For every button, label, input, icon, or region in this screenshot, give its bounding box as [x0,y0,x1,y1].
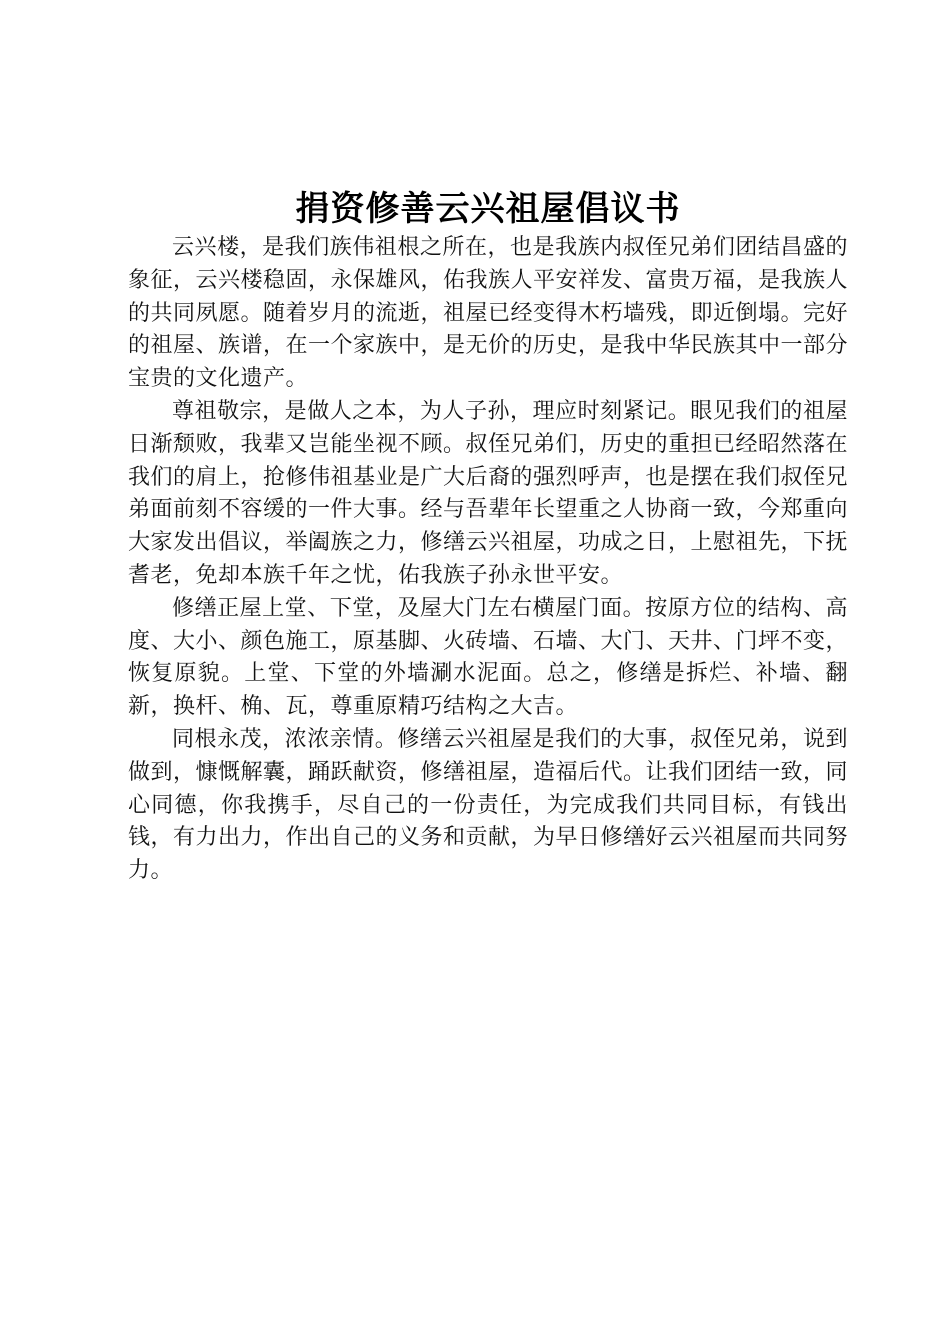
paragraph-3: 修缮正屋上堂、下堂，及屋大门左右横屋门面。按原方位的结构、高度、大小、颜色施工，原基脚、火砖墙、石墙、大门、天井、门坪不变，恢复原貌。上堂、下堂的外墙涮水泥面。总之，修缮是拆烂、补墙、翻新，换杆、桷、瓦，尊重原精巧结构之大吉。 [128,595,849,720]
paragraph-2: 尊祖敬宗，是做人之本，为人子孙，理应时刻紧记。眼见我们的祖屋日渐颓败，我辈又岂能坐视不顾。叔侄兄弟们，历史的重担已经昭然落在我们的肩上，抢修伟祖基业是广大后裔的强烈呼声，也是摆在我们叔侄兄弟面前刻不容缓的一件大事。经与吾辈年长望重之人协商一致，今郑重向大家发出倡议，举阖族之力，修缮云兴祖屋，功成之日，上慰祖先，下抚耆老，免却本族千年之忧，佑我族子孙永世平安。 [128,398,849,588]
document-page [128,186,848,888]
document-title: 捐资修善云兴祖屋倡议书 [295,189,681,229]
paragraph-4: 同根永茂，浓浓亲情。修缮云兴祖屋是我们的大事，叔侄兄弟，说到做到，慷慨解囊，踊跃献资，修缮祖屋，造福后代。让我们团结一致，同心同德，你我携手，尽自己的一份责任，为完成我们共同目标，有钱出钱，有力出力，作出自己的义务和贡献，为早日修缮好云兴祖屋而共同努力。 [128,726,849,884]
paragraph-1: 云兴楼，是我们族伟祖根之所在，也是我族内叔侄兄弟们团结昌盛的象征，云兴楼稳固，永保雄风，佑我族人平安祥发、富贵万福，是我族人的共同夙愿。随着岁月的流逝，祖屋已经变得木朽墙残，即近倒塌。完好的祖屋、族谱，在一个家族中，是无价的历史，是我中华民族其中一部分宝贵的文化遗产。 [128,235,849,392]
